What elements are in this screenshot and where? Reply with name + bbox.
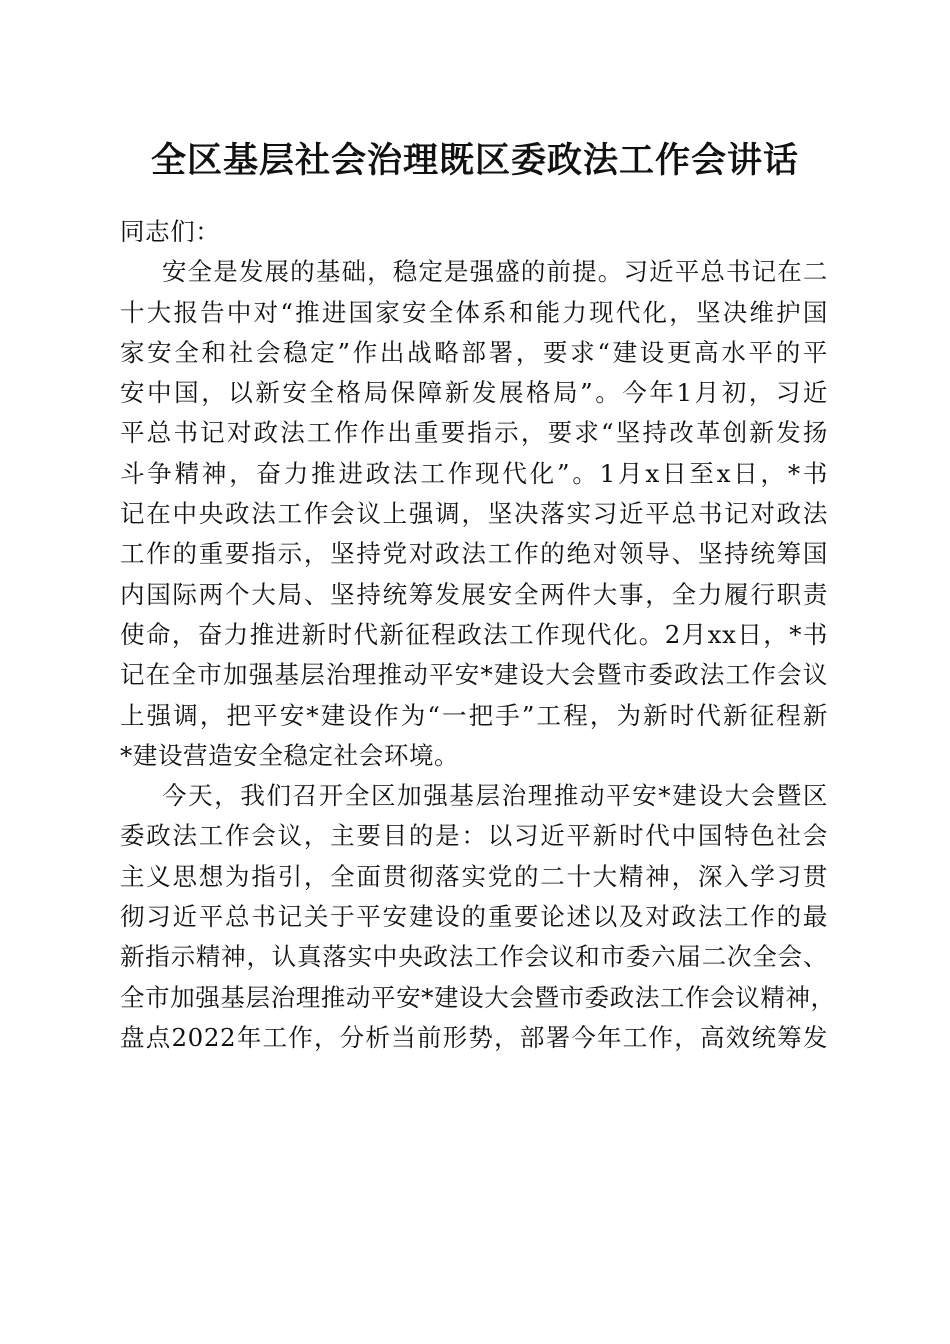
paragraph-line: 安中国，以新安全格局保障新发展格局”。今年1月初，习近 [120, 378, 828, 408]
paragraph-line: 全市加强基层治理推动平安*建设大会暨市委政法工作会议精神， [120, 982, 836, 1012]
paragraph-line: 十大报告中对“推进国家安全体系和能力现代化，坚决维护国 [120, 297, 828, 327]
paragraph-line: 主义思想为指引，全面贯彻落实党的二十大精神，深入学习贯 [120, 861, 828, 891]
paragraph-line: 记在全市加强基层治理推动平安*建设大会暨市委政法工作会议 [120, 660, 828, 690]
paragraph-1 [120, 252, 828, 776]
paragraph-line: *建设营造安全稳定社会环境。 [120, 740, 460, 770]
paragraph-line: 委政法工作会议，主要目的是：以习近平新时代中国特色社会 [120, 821, 828, 851]
paragraph-line: 新指示精神，认真落实中央政法工作会议和市委六届二次全会、 [120, 942, 828, 972]
paragraph-line: 家安全和社会稳定”作出战略部署，要求“建设更高水平的平 [120, 337, 828, 367]
paragraph-2 [120, 776, 836, 1058]
document-title: 全区基层社会治理既区委政法工作会讲话 [150, 140, 799, 181]
paragraph-line: 安全是发展的基础，稳定是强盛的前提。习近平总书记在二 [162, 257, 828, 287]
paragraph-line: 平总书记对政法工作作出重要指示，要求“坚持改革创新发扬 [120, 418, 828, 448]
document-body [120, 212, 836, 1058]
paragraph-line: 上强调，把平安*建设作为“一把手”工程，为新时代新征程新 [120, 700, 828, 730]
paragraph-line: 盘点2022年工作，分析当前形势，部署今年工作，高效统筹发 [120, 1022, 828, 1052]
salutation: 同志们： [120, 217, 221, 246]
paragraph-line: 工作的重要指示，坚持党对政法工作的绝对领导、坚持统筹国 [120, 539, 828, 569]
paragraph-line: 斗争精神，奋力推进政法工作现代化”。1月x日至x日，*书 [120, 458, 828, 488]
paragraph-line: 内国际两个大局、坚持统筹发展安全两件大事，全力履行职责 [120, 579, 828, 609]
paragraph-line: 今天，我们召开全区加强基层治理推动平安*建设大会暨区 [162, 781, 828, 811]
paragraph-line: 彻习近平总书记关于平安建设的重要论述以及对政法工作的最 [120, 902, 828, 932]
paragraph-line: 使命，奋力推进新时代新征程政法工作现代化。2月xx日，*书 [120, 619, 828, 649]
paragraph-line: 记在中央政法工作会议上强调，坚决落实习近平总书记对政法 [120, 499, 828, 529]
